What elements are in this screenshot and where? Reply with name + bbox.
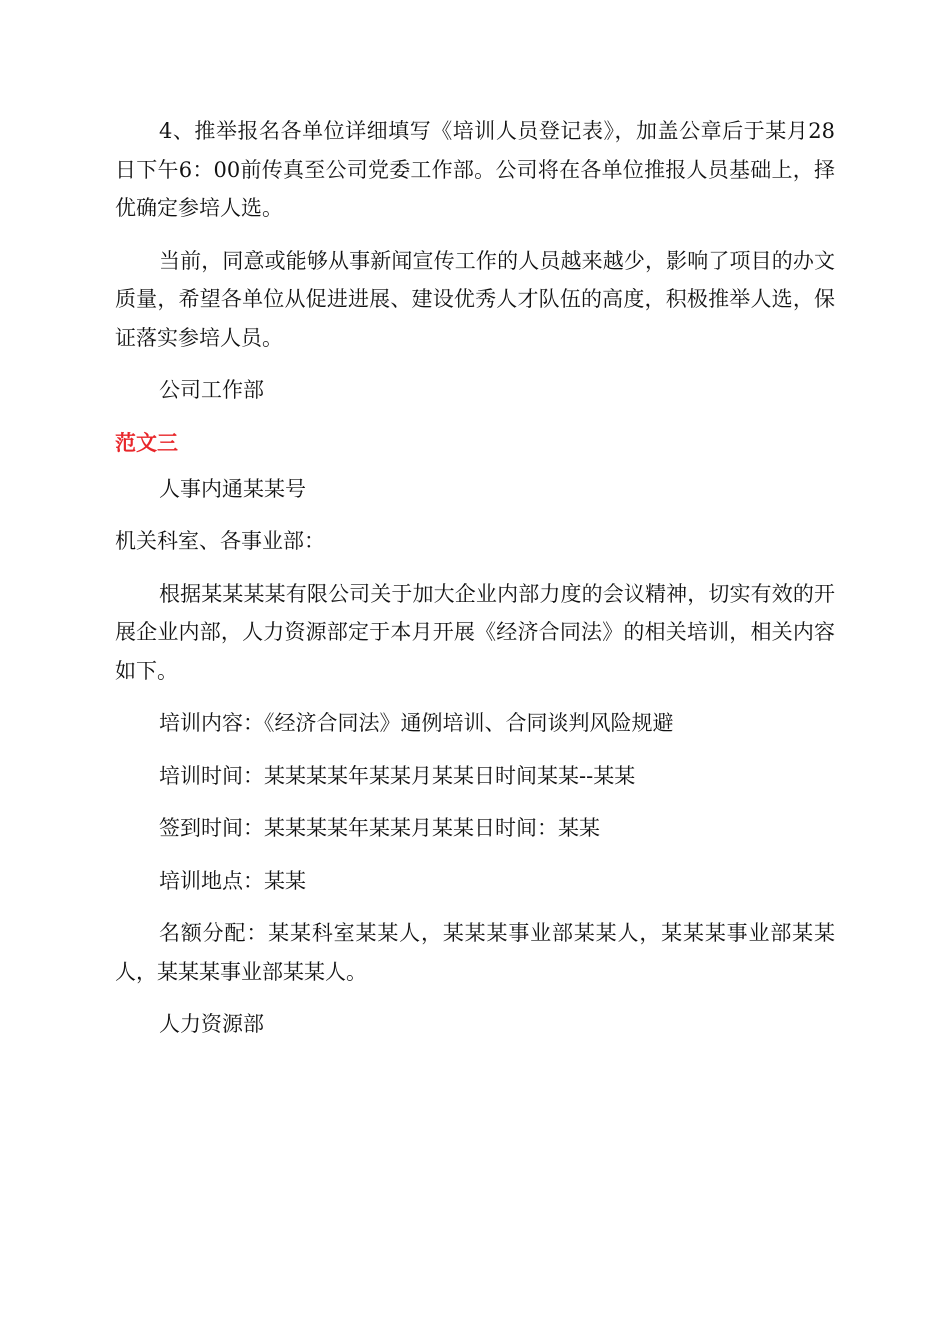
paragraph-quota-allocation: 名额分配：某某科室某某人，某某某事业部某某人，某某某事业部某某人，某某某事业部某某人。 bbox=[115, 921, 835, 984]
paragraph-training-content: 培训内容：《经济合同法》通例培训、合同谈判风险规避 bbox=[159, 711, 674, 735]
paragraph-sign-in-time: 签到时间：某某某某年某某月某某日时间：某某 bbox=[159, 816, 600, 840]
paragraph-current-situation: 当前，同意或能够从事新闻宣传工作的人员越来越少，影响了项目的办文质量，希望各单位从促进进展、建设优秀人才队伍的高度，积极推举人选，保证落实参培人员。 bbox=[115, 248, 835, 350]
paragraph-document-number: 人事内通某某号 bbox=[159, 476, 306, 501]
paragraph-signature-company-dept: 公司工作部 bbox=[159, 378, 264, 402]
paragraph-registration-instructions: 4、推举报名各单位详细填写《培训人员登记表》，加盖公章后于某月28日下午6：00前传真至公司党委工作部。公司将在各单位推报人员基础上，择优确定参培人选。 bbox=[115, 119, 835, 220]
paragraph-signature-hr-dept: 人力资源部 bbox=[159, 1012, 264, 1036]
document-body bbox=[115, 112, 835, 1058]
paragraph-training-location: 培训地点：某某 bbox=[159, 868, 306, 893]
section-heading-sample-three: 范文三 bbox=[115, 430, 178, 455]
paragraph-training-intro: 根据某某某某有限公司关于加大企业内部力度的会议精神，切实有效的开展企业内部，人力资源部定于本月开展《经济合同法》的相关培训，相关内容如下。 bbox=[115, 581, 835, 683]
paragraph-addressee: 机关科室、各事业部： bbox=[115, 529, 325, 553]
paragraph-training-time: 培训时间：某某某某年某某月某某日时间某某--某某 bbox=[159, 763, 636, 788]
